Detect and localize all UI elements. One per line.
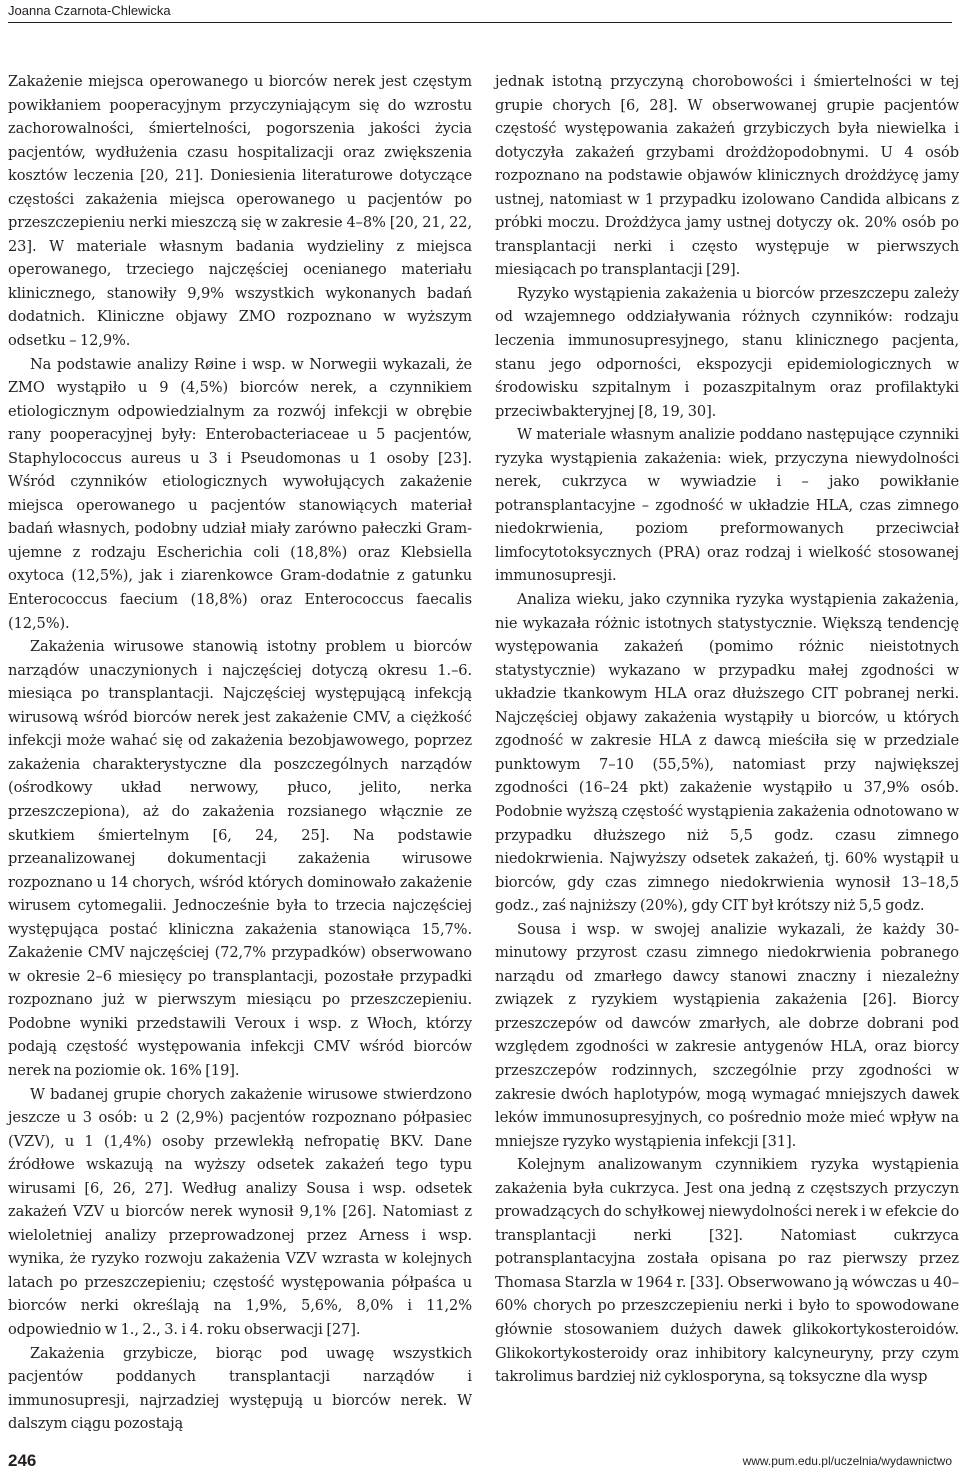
paragraph: Zakażenia wirusowe stanowią istotny problem u biorców narządów unaczynionych i najczęściej dotyczą okresu 1.–6. miesiąca po transplantacji. Najczęściej występującą infekcją wirusową wśród biorców nerek jest zakażenie CMV, a ciężkość infekcji może wahać się od zakażenia bezobjawowego, poprzez zakażenia charakterystyczne dla poszczególnych narządów (ośrodkowy układ nerwowy, płuco, jelito, nerka przeszczepiona), aż do zakażenia rozsianego włącznie ze skutkiem śmiertelnym [6, 24, 25]. Na podstawie przeanalizowanej dokumentacji zakażenia wirusowe rozpoznano u 14 chorych, wśród których dominowało zakażenie wirusem cytomegalii. Jednocześnie była to trzecia najczęściej występująca postać kliniczna zakażenia stanowiąca 15,7%. Zakażenie CMV najczęściej (72,7% przypadków) obserwowano w okresie 2–6 miesięcy po transplantacji, pozostałe przypadki rozpoznano już w pierwszym miesiącu po przeszczepieniu. Podobne wyniki przedstawili Veroux i wsp. z Włoch, którzy podają częstość występowania infekcji CMV wśród biorców nerek na poziomie ok. 16% [19]. (8, 638, 472, 1079)
paragraph: Analiza wieku, jako czynnika ryzyka wystąpienia zakażenia, nie wykazała różnic istotnych statystycznie. Większą tendencję występowania zakażeń (pomimo różnic nieistotnych statystycznie) wykazano w przypadku małej zgodności w układzie tkankowym HLA oraz dłuższego CIT pobranej nerki. Najczęściej objawy zakażenia wystąpiły u biorców, u których zgodność w zakresie HLA z dawcą mieściła się w przedziale punktowym 7–10 (55,5%), natomiast przy największej zgodności (16–24 pkt) zakażenie wystąpiło u 37,9% osób. Podobnie wyższą częstość wystąpienia zakażenia odnotowano w przypadku dłuższego niż 5,5 godz. czasu zimnego niedokrwienia. Najwyższy odsetek zakażeń, tj. 60% wystąpił u biorców, gdy czas zimnego niedokrwienia wynosił 13–18,5 godz., zaś najniższy (20%), gdy CIT był krótszy niż 5,5 godz. (495, 591, 959, 915)
page-number: 246 (8, 1451, 37, 1470)
header-author: Joanna Czarnota-Chlewicka (8, 3, 171, 18)
paragraph: Kolejnym analizowanym czynnikiem ryzyka wystąpienia zakażenia była cukrzyca. Jest ona jedną z częstszych przyczyn prowadzących do schyłkowej niewydolności nerek i w efekcie do transplantacji nerki [32]. Natomiast cukrzyca potransplantacyjna została opisana po raz pierwszy przez Thomasa Starzla w 1964 r. [33]. Obserwowano ją wówczas u 40–60% chorych po przeszczepieniu nerki i było to spowodowane głównie stosowaniem dużych dawek glikokortykosteroidów. Glikokortykosteroidy oraz inhibitory kalcyneuryny, przy czym takrolimus bardziej niż cyklosporyna, są toksyczne dla wysp (495, 1156, 960, 1386)
publisher-url: www.pum.edu.pl/uczelnia/wydawnictwo (742, 1454, 952, 1468)
paragraph: jednak istotną przyczyną chorobowości i śmiertelności w tej grupie chorych [6, 28]. W obserwowanej grupie pacjentów częstość występowania zakażeń grzybiczych była niewielka i dotyczyła zakażeń grzybami drożdżopodobnymi. U 4 osób rozpoznano na podstawie objawów klinicznych drożdżycę jamy ustnej, natomiast w 1 przypadku izolowano Candida albicans z próbki moczu. Drożdżyca jamy ustnej dotyczy ok. 20% osób po transplantacji nerki i często występuje w pierwszych miesiącach po transplantacji [29]. (495, 73, 959, 279)
paragraph: Zakażenia grzybicze, biorąc pod uwagę wszystkich pacjentów poddanych transplantacji narządów i immunosupresji, najrzadziej występują u biorców nerek. W dalszym ciągu pozostają (8, 1344, 472, 1433)
running-header (8, 0, 952, 23)
paragraph: W badanej grupie chorych zakażenie wirusowe stwierdzono jeszcze u 3 osób: u 2 (2,9%) pacjentów rozpoznano półpasiec (VZV), u 1 (1,4%) osoby przewlekłą nefropatię BKV. Dane źródłowe wskazują na wyższy odsetek zakażeń tego typu wirusami [6, 26, 27]. Według analizy Sousa i wsp. odsetek zakażeń VZV u biorców nerek wynosił 9,1% [26]. Natomiast z wieloletniej analizy przeprowadzonej przez Arness i wsp. wynika, że ryzyko rozwoju zakażenia VZV wzrasta w kolejnych latach po przeszczepieniu; częstość występowania półpaśca u biorców nerki określają na 1,9%, 5,6%, 8,0% i 11,2% odpowiednio w 1., 2., 3. i 4. roku obserwacji [27]. (8, 1085, 472, 1338)
paragraph: Ryzyko wystąpienia zakażenia u biorców przeszczepu zależy od wzajemnego oddziaływania różnych czynników: rodzaju leczenia immunosupresyjnego, stanu klinicznego pacjenta, stanu jego odporności, ekspozycji epidemiologicznych w środowisku szpitalnym i pozaszpitalnym oraz profilaktyki przeciwbakteryjnej [8, 19, 30]. (495, 284, 959, 420)
right-column (495, 70, 959, 1389)
paragraph: Zakażenie miejsca operowanego u biorców nerek jest częstym powikłaniem pooperacyjnym przyczyniającym się do wzrostu zachorowalności, śmiertelności, pogorszenia jakości życia pacjentów, wydłużenia czasu hospitalizacji oraz zwiększenia kosztów leczenia [20, 21]. Doniesienia literaturowe dotyczące częstości zakażenia miejsca operowanego u pacjentów po przeszczepieniu nerki mieszczą się w zakresie 4–8% [20, 21, 22, 23]. W materiale własnym badania wydzieliny z miejsca operowanego, trzeciego najczęściej ocenianego materiału klinicznego, stanowiły 9,9% wszystkich wykonanych badań dodatnich. Kliniczne objawy ZMO rozpoznano w wyższym odsetku – 12,9%. (8, 73, 472, 350)
paragraph: Sousa i wsp. w swojej analizie wykazali, że każdy 30-minutowy przyrost czasu zimnego niedokrwienia pobranego narządu od zmarłego dawcy stanowi znaczny i niezależny związek z ryzykiem wystąpienia zakażenia [26]. Biorcy przeszczepów od dawców zmarłych, ale dobrze dobrani pod względem zgodności w zakresie antygenów HLA, oraz biorcy przeszczepów rodzinnych, szczególnie przy zgodności w zakresie dwóch haplotypów, mogą wymagać mniejszych dawek leków immunosupresyjnych, co pośrednio może mieć wpływ na mniejsze ryzyko wystąpienia infekcji [31]. (495, 920, 959, 1150)
paragraph: W materiale własnym analizie poddano następujące czynniki ryzyka wystąpienia zakażenia: wiek, przyczyna niewydolności nerek, cukrzyca w wywiadzie i – jako powikłanie potransplantacyjne – zgodność w układzie HLA, czas zimnego niedokrwienia, poziom preformowanych przeciwciał limfocytotoksycznych (PRA) oraz rodzaj i wielkość stosowanej immunosupresji. (495, 426, 959, 585)
left-column (8, 70, 472, 1436)
paragraph: Na podstawie analizy Røine i wsp. w Norwegii wykazali, że ZMO wystąpiło u 9 (4,5%) biorców nerek, a czynnikiem etiologicznym odpowiedzialnym za rozwój infekcji w obrębie rany pooperacyjnej były: Enterobacteriaceae u 5 pacjentów, Staphylococcus aureus u 3 i Pseudomonas u 1 osoby [23]. Wśród czynników etiologicznych wywołujących zakażenie miejsca operowanego u pacjentów stanowiących materiał badań własnych, podobny udział miały zarówno pałeczki Gram-ujemne z rodzaju Escherichia coli (18,8%) oraz Klebsiella oxytoca (12,5%), jak i ziarenkowce Gram-dodatnie z gatunku Enterococcus faecium (18,8%) oraz Enterococcus faecalis (12,5%). (8, 355, 472, 632)
page-footer (8, 1448, 952, 1474)
